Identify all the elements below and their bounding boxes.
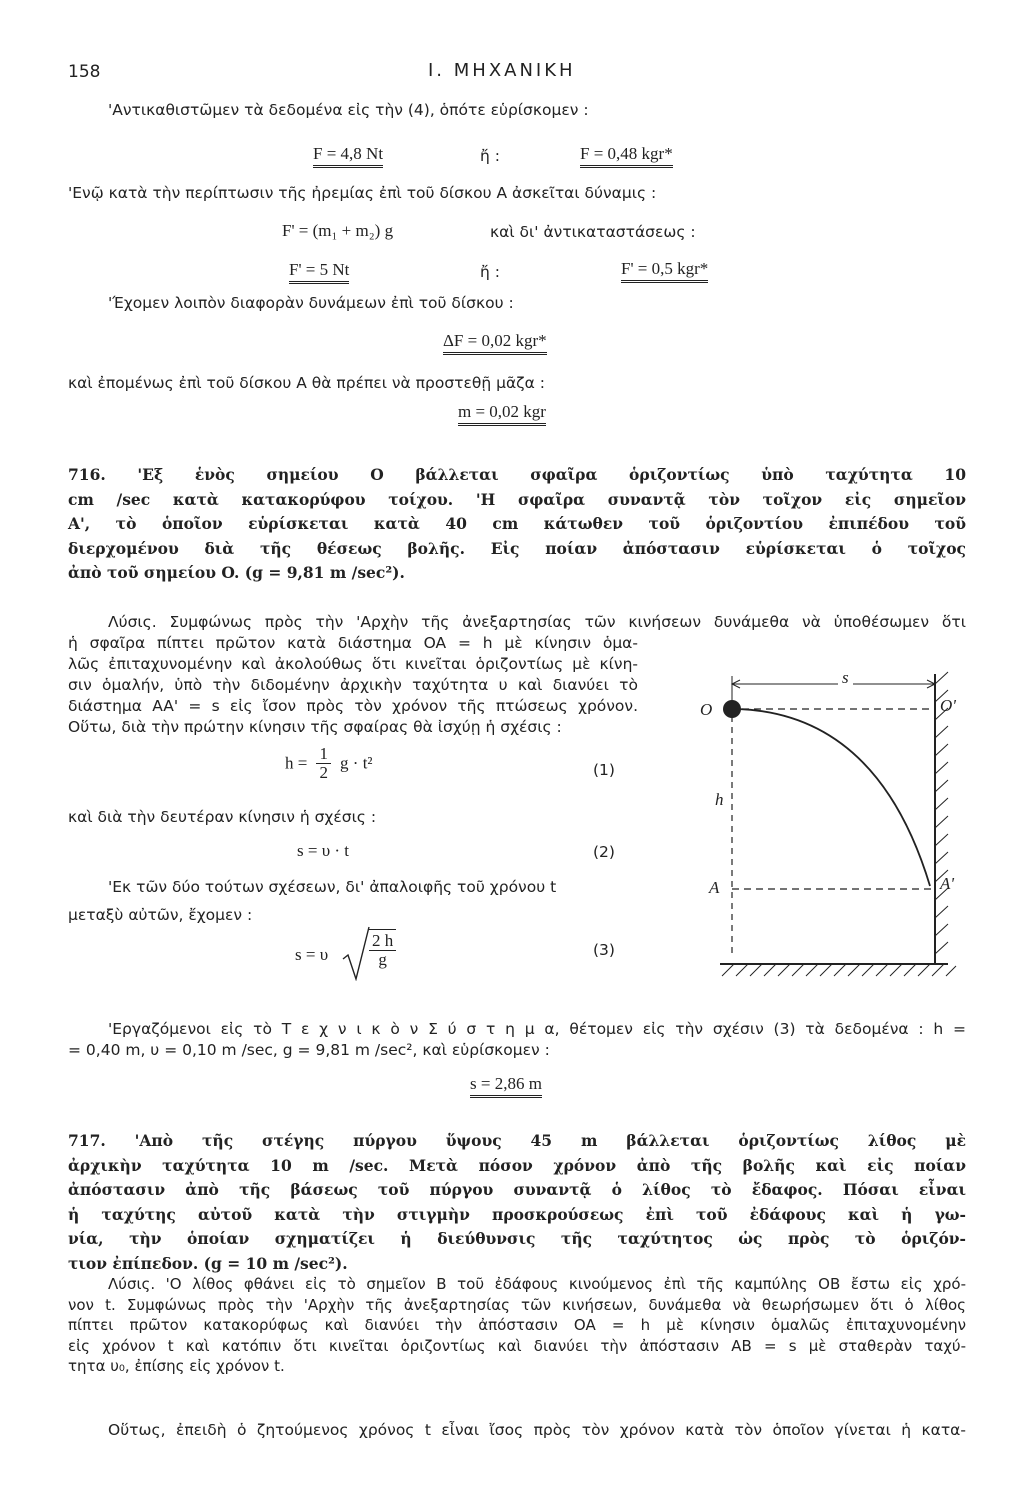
- closing-text: Οὕτως, ἐπειδὴ ὁ ζητούμενος χρόνος t εἶναι ἴσος πρὸς τὸν χρόνον κατὰ τὸν ὁποῖον γίνεται ἡ κατα-: [108, 1421, 966, 1439]
- trajectory-diagram: [698, 664, 968, 984]
- problem-line: cm /sec κατὰ κατακορύφου τοίχου. 'Η σφαῖρα συναντᾷ τὸν τοῖχον εἰς σημεῖον: [68, 489, 966, 509]
- solution-line: νον t. Συμφώνως πρὸς τὴν 'Αρχὴν τῆς ἀνεξαρτησίας τῶν κινήσεων, δυνάμεθα νὰ θεωρήσωμεν ὅτι ὁ λίθος: [68, 1295, 966, 1314]
- solution-717: [68, 1274, 966, 1377]
- problem-line: A', τὸ ὁποῖον εὑρίσκεται κατὰ 40 cm κάτωθεν τοῦ ὁριζοντίου ἐπιπέδου τοῦ: [68, 514, 966, 534]
- substitution-label: καὶ δι' ἀντικαταστάσεως :: [490, 223, 696, 241]
- figure-label-Aprime: A': [940, 874, 955, 893]
- result-Fprime-kgr: F' = 0,5 kgr*: [621, 259, 708, 283]
- eq3-denominator: g: [378, 950, 387, 969]
- eq3-lhs: s = υ: [295, 945, 329, 964]
- running-title: Ι. ΜΗΧΑΝΙΚΗ: [428, 60, 576, 81]
- Fprime-formula: F' = (m₁ + m₂) g: [282, 221, 394, 240]
- square-root-sign: [341, 925, 371, 981]
- problem-line: 717. 'Απὸ τῆς στέγης πύργου ὕψους 45 m βάλλεται ὁριζοντίως λίθος μὲ: [68, 1131, 966, 1150]
- result-mass: m = 0,02 kgr: [458, 402, 546, 426]
- force-difference-line: 'Έχομεν λοιπὸν διαφορὰν δυνάμεων ἐπὶ τοῦ δίσκου :: [108, 294, 514, 312]
- solution-716-body: [68, 633, 638, 738]
- figure-label-Oprime: O': [940, 696, 956, 715]
- problem-line: 716. 'Εξ ἑνὸς σημείου O βάλλεται σφαῖρα ὁριζοντίως ὑπὸ ταχύτητα 10: [68, 465, 966, 484]
- trajectory-curve: [738, 709, 930, 886]
- equation-2: s = υ · t: [297, 841, 350, 860]
- eq3-numerator: 2 h: [369, 932, 396, 951]
- problem-line: ἀπόστασιν ἀπὸ τῆς βάσεως τοῦ πύργου συναντᾷ ὁ λίθος τὸ ἔδαφος. Πόσαι εἶναι: [68, 1180, 966, 1200]
- solution-716-first-line: [108, 612, 966, 633]
- closing-line: [108, 1420, 966, 1441]
- solution-line: διάστημα AA' = s εἰς ἴσον πρὸς τὸν χρόνον τῆς πτώσεως χρόνον.: [68, 697, 638, 715]
- eq3-number: (3): [593, 941, 615, 959]
- elimination-line-2: μεταξὺ αὐτῶν, ἔχομεν :: [68, 906, 253, 924]
- figure-label-s: s: [838, 668, 853, 688]
- or-label: ἤ :: [480, 263, 500, 281]
- eq1-fraction: [316, 745, 331, 782]
- solution-line: Λύσις. Συμφώνως πρὸς τὴν 'Αρχὴν τῆς ἀνεξαρτησίας τῶν κινήσεων δυνάμεθα νὰ ὑποθέσωμεν ὅτι: [108, 613, 966, 631]
- problem-line: ἀρχικὴν ταχύτητα 10 m /sec. Μετὰ πόσον χρόνον ἀπὸ τῆς βολῆς καὶ εἰς ποίαν: [68, 1155, 966, 1175]
- problem-716-statement: [68, 463, 966, 586]
- eq1-numerator: 1: [316, 745, 331, 764]
- ball: [723, 700, 741, 718]
- problem-line: τιον ἐπίπεδον. (g = 10 m /sec²).: [68, 1253, 348, 1273]
- solution-line: Λύσις. 'Ο λίθος φθάνει εἰς τὸ σημεῖον B τοῦ ἐδάφους κινούμενος ἐπὶ τῆς καμπύλης OB ἔστω εἰς χρό-: [108, 1275, 966, 1293]
- mass-line: καὶ ἐπομένως ἐπὶ τοῦ δίσκου Α θὰ πρέπει νὰ προστεθῇ μᾶζα :: [68, 374, 545, 392]
- solution-line: ἡ σφαῖρα πίπτει πρῶτον κατὰ διάστημα OA = h μὲ κίνησιν ὁμα-: [68, 634, 638, 652]
- problem-line: ἀπὸ τοῦ σημείου O. (g = 9,81 m /sec²).: [68, 563, 405, 583]
- trajectory-figure: [698, 664, 968, 984]
- result-F-nt: F = 4,8 Nt: [313, 144, 383, 168]
- result-Fprime-nt: F' = 5 Nt: [289, 260, 349, 284]
- eq1-denominator: 2: [319, 763, 328, 782]
- page-number: 158: [68, 62, 101, 82]
- solution-line: λῶς ἐπιταχυνομένην καὶ ἀκολούθως ὅτι κινεῖται ὁριζοντίως μὲ κίνη-: [68, 655, 638, 673]
- solution-line: τητα υ₀, ἐπίσης εἰς χρόνον t.: [68, 1357, 285, 1375]
- solution-line: σιν ὁμαλήν, ὑπὸ τὴν διδομένην ἀρχικὴν ταχύτητα υ καὶ διανύει τὸ: [68, 676, 638, 694]
- figure-label-h: h: [715, 790, 724, 809]
- solution-line: πίπτει πρῶτον κατακορύφως καὶ διανύει τὴν ἀπόστασιν OA = h μὲ κίνησιν ὁμαλῶς ἐπιταχυνομένην: [68, 1316, 966, 1334]
- result-F-kgr: F = 0,48 kgr*: [580, 144, 673, 168]
- result-s: s = 2,86 m: [470, 1074, 542, 1098]
- problem-line: νία, τὴν ὁποίαν σχηματίζει ἡ διεύθυνσις τῆς ταχύτητος ὡς πρὸς τὸ ὁριζόν-: [68, 1229, 966, 1249]
- working-line: 'Εργαζόμενοι εἰς τὸ Τ ε χ ν ι κ ὸ ν Σ ύ σ τ η μ α, θέτομεν εἰς τὴν σχέσιν (3) τὰ δεδομένα : h =: [108, 1020, 966, 1038]
- eq1-number: (1): [593, 761, 615, 779]
- intro-line: 'Αντικαθιστῶμεν τὰ δεδομένα εἰς τὴν (4), ὁπότε εὑρίσκομεν :: [108, 101, 589, 119]
- solution-line: Οὕτω, διὰ τὴν πρώτην κίνησιν τῆς σφαίρας θὰ ἰσχύῃ ἡ σχέσις :: [68, 718, 562, 736]
- figure-label-A: A: [709, 878, 720, 897]
- rest-force-line: 'Ενῷ κατὰ τὴν περίπτωσιν τῆς ἠρεμίας ἐπὶ τοῦ δίσκου Α ἀσκεῖται δύναμις :: [68, 184, 657, 202]
- figure-label-O: O: [700, 700, 713, 719]
- equation-1: [285, 745, 373, 782]
- second-motion-line: καὶ διὰ τὴν δευτέραν κίνησιν ἡ σχέσις :: [68, 808, 377, 826]
- ground-hatching: [722, 964, 956, 976]
- eq3-fraction: [369, 929, 396, 969]
- solution-line: εἰς χρόνον t καὶ κατόπιν ὅτι κινεῖται ὁριζοντίως καὶ διανύει τὴν ἀπόστασιν AB = s μὲ σταθερὰν ταχύ-: [68, 1336, 966, 1355]
- result-dF: ΔF = 0,02 kgr*: [443, 331, 547, 355]
- elimination-line-1: 'Εκ τῶν δύο τούτων σχέσεων, δι' ἀπαλοιφῆς τοῦ χρόνου t: [108, 878, 557, 896]
- eq2-number: (2): [593, 843, 615, 861]
- problem-line: ἡ ταχύτης αὐτοῦ κατὰ τὴν στιγμὴν προσκρούσεως ἐπὶ τοῦ ἐδάφους καὶ ἡ γω-: [68, 1204, 966, 1224]
- eq1-lhs: h =: [285, 753, 308, 773]
- problem-717-statement: [68, 1129, 966, 1277]
- working-line: = 0,40 m, υ = 0,10 m /sec, g = 9,81 m /sec², καὶ εὑρίσκομεν :: [68, 1041, 550, 1059]
- eq1-rhs: g · t²: [340, 753, 373, 773]
- or-label: ἤ :: [480, 147, 500, 165]
- working-paragraph: [68, 1019, 966, 1061]
- problem-line: διερχομένου διὰ τῆς θέσεως βολῆς. Εἰς ποίαν ἀπόστασιν εὑρίσκεται ὁ τοῖχος: [68, 538, 966, 558]
